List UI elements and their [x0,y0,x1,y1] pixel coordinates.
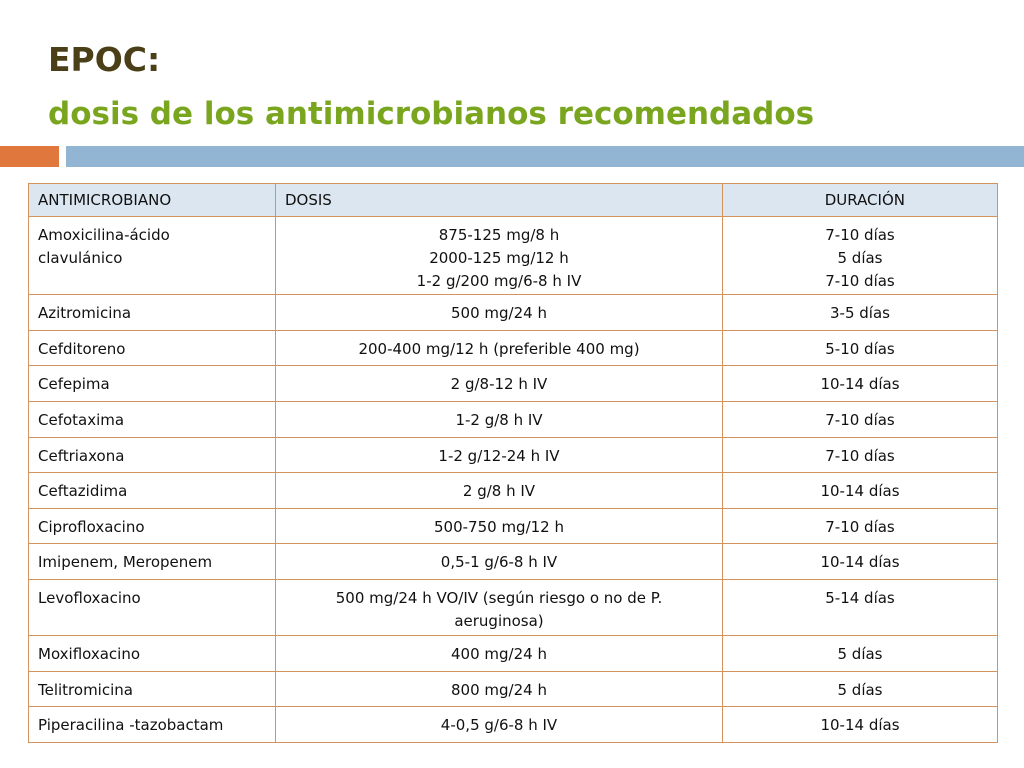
dose-cell: 2 g/8-12 h IV [276,366,723,402]
duration-cell: 3-5 días [723,295,998,331]
duration-line: 5 días [837,249,883,267]
table-row [29,544,998,580]
table-row [29,217,998,295]
duration-cell: 5-14 días [723,580,998,636]
drug-name-cell: Piperacilina -tazobactam [29,707,276,743]
dose-cell: 4-0,5 g/6-8 h IV [276,707,723,743]
title-line-2: dosis de los antimicrobianos recomendados [48,96,815,132]
table-row [29,366,998,402]
drug-name-cell: Ceftriaxona [29,437,276,473]
header-duracion: DURACIÓN [723,184,998,217]
duration-cell: 10-14 días [723,366,998,402]
drug-name-cell: Cefotaxima [29,401,276,437]
dose-cell: 2 g/8 h IV [276,473,723,509]
table-row [29,330,998,366]
table-row [29,671,998,707]
dose-cell: 800 mg/24 h [276,671,723,707]
drug-name-cell: Azitromicina [29,295,276,331]
duration-line: 7-10 días [825,226,895,244]
duration-cell: 10-14 días [723,707,998,743]
table-row [29,636,998,672]
dose-cell: 1-2 g/12-24 h IV [276,437,723,473]
duration-cell: 5 días [723,636,998,672]
duration-line: 7-10 días [825,272,895,290]
header-dosis: DOSIS [276,184,723,217]
drug-name-cell: Cefditoreno [29,330,276,366]
drug-name-cell: Moxifloxacino [29,636,276,672]
drug-name-cell [29,217,276,295]
dose-cell: 1-2 g/8 h IV [276,401,723,437]
duration-cell: 7-10 días [723,508,998,544]
dose-line: aeruginosa) [454,612,544,630]
slide-title [48,40,814,134]
drug-name-cell: Levofloxacino [29,580,276,636]
drug-name-cell: Telitromicina [29,671,276,707]
drug-name-line: Amoxicilina-ácido [38,226,170,244]
duration-cell: 7-10 días [723,437,998,473]
dose-cell [276,217,723,295]
dose-cell [276,580,723,636]
duration-cell: 5-10 días [723,330,998,366]
table-row [29,401,998,437]
dose-cell: 0,5-1 g/6-8 h IV [276,544,723,580]
drug-name-cell: Ceftazidima [29,473,276,509]
dose-line: 875-125 mg/8 h [438,226,560,244]
dose-cell: 200-400 mg/12 h (preferible 400 mg) [276,330,723,366]
drug-name-cell: Ciprofloxacino [29,508,276,544]
title-line-1: EPOC: [48,40,161,79]
table-row [29,437,998,473]
table-row [29,473,998,509]
dose-cell: 500 mg/24 h [276,295,723,331]
drug-name-cell: Imipenem, Meropenem [29,544,276,580]
dose-line: 1-2 g/200 mg/6-8 h IV [416,272,582,290]
accent-band-blue [66,146,1024,167]
duration-cell: 5 días [723,671,998,707]
dose-line: 500 mg/24 h VO/IV (según riesgo o no de P. [335,589,663,607]
header-antimicrobiano: ANTIMICROBIANO [29,184,276,217]
duration-cell: 10-14 días [723,544,998,580]
drug-name-line: clavulánico [38,249,123,267]
antimicrobial-dose-table [28,183,998,743]
dose-cell: 400 mg/24 h [276,636,723,672]
table-row [29,508,998,544]
table-row [29,580,998,636]
drug-name-cell: Cefepima [29,366,276,402]
table-row [29,295,998,331]
duration-cell: 10-14 días [723,473,998,509]
duration-cell [723,217,998,295]
dose-cell: 500-750 mg/12 h [276,508,723,544]
accent-band-orange [0,146,59,167]
table-row [29,707,998,743]
duration-cell: 7-10 días [723,401,998,437]
table-header-row [29,184,998,217]
dose-line: 2000-125 mg/12 h [429,249,569,267]
